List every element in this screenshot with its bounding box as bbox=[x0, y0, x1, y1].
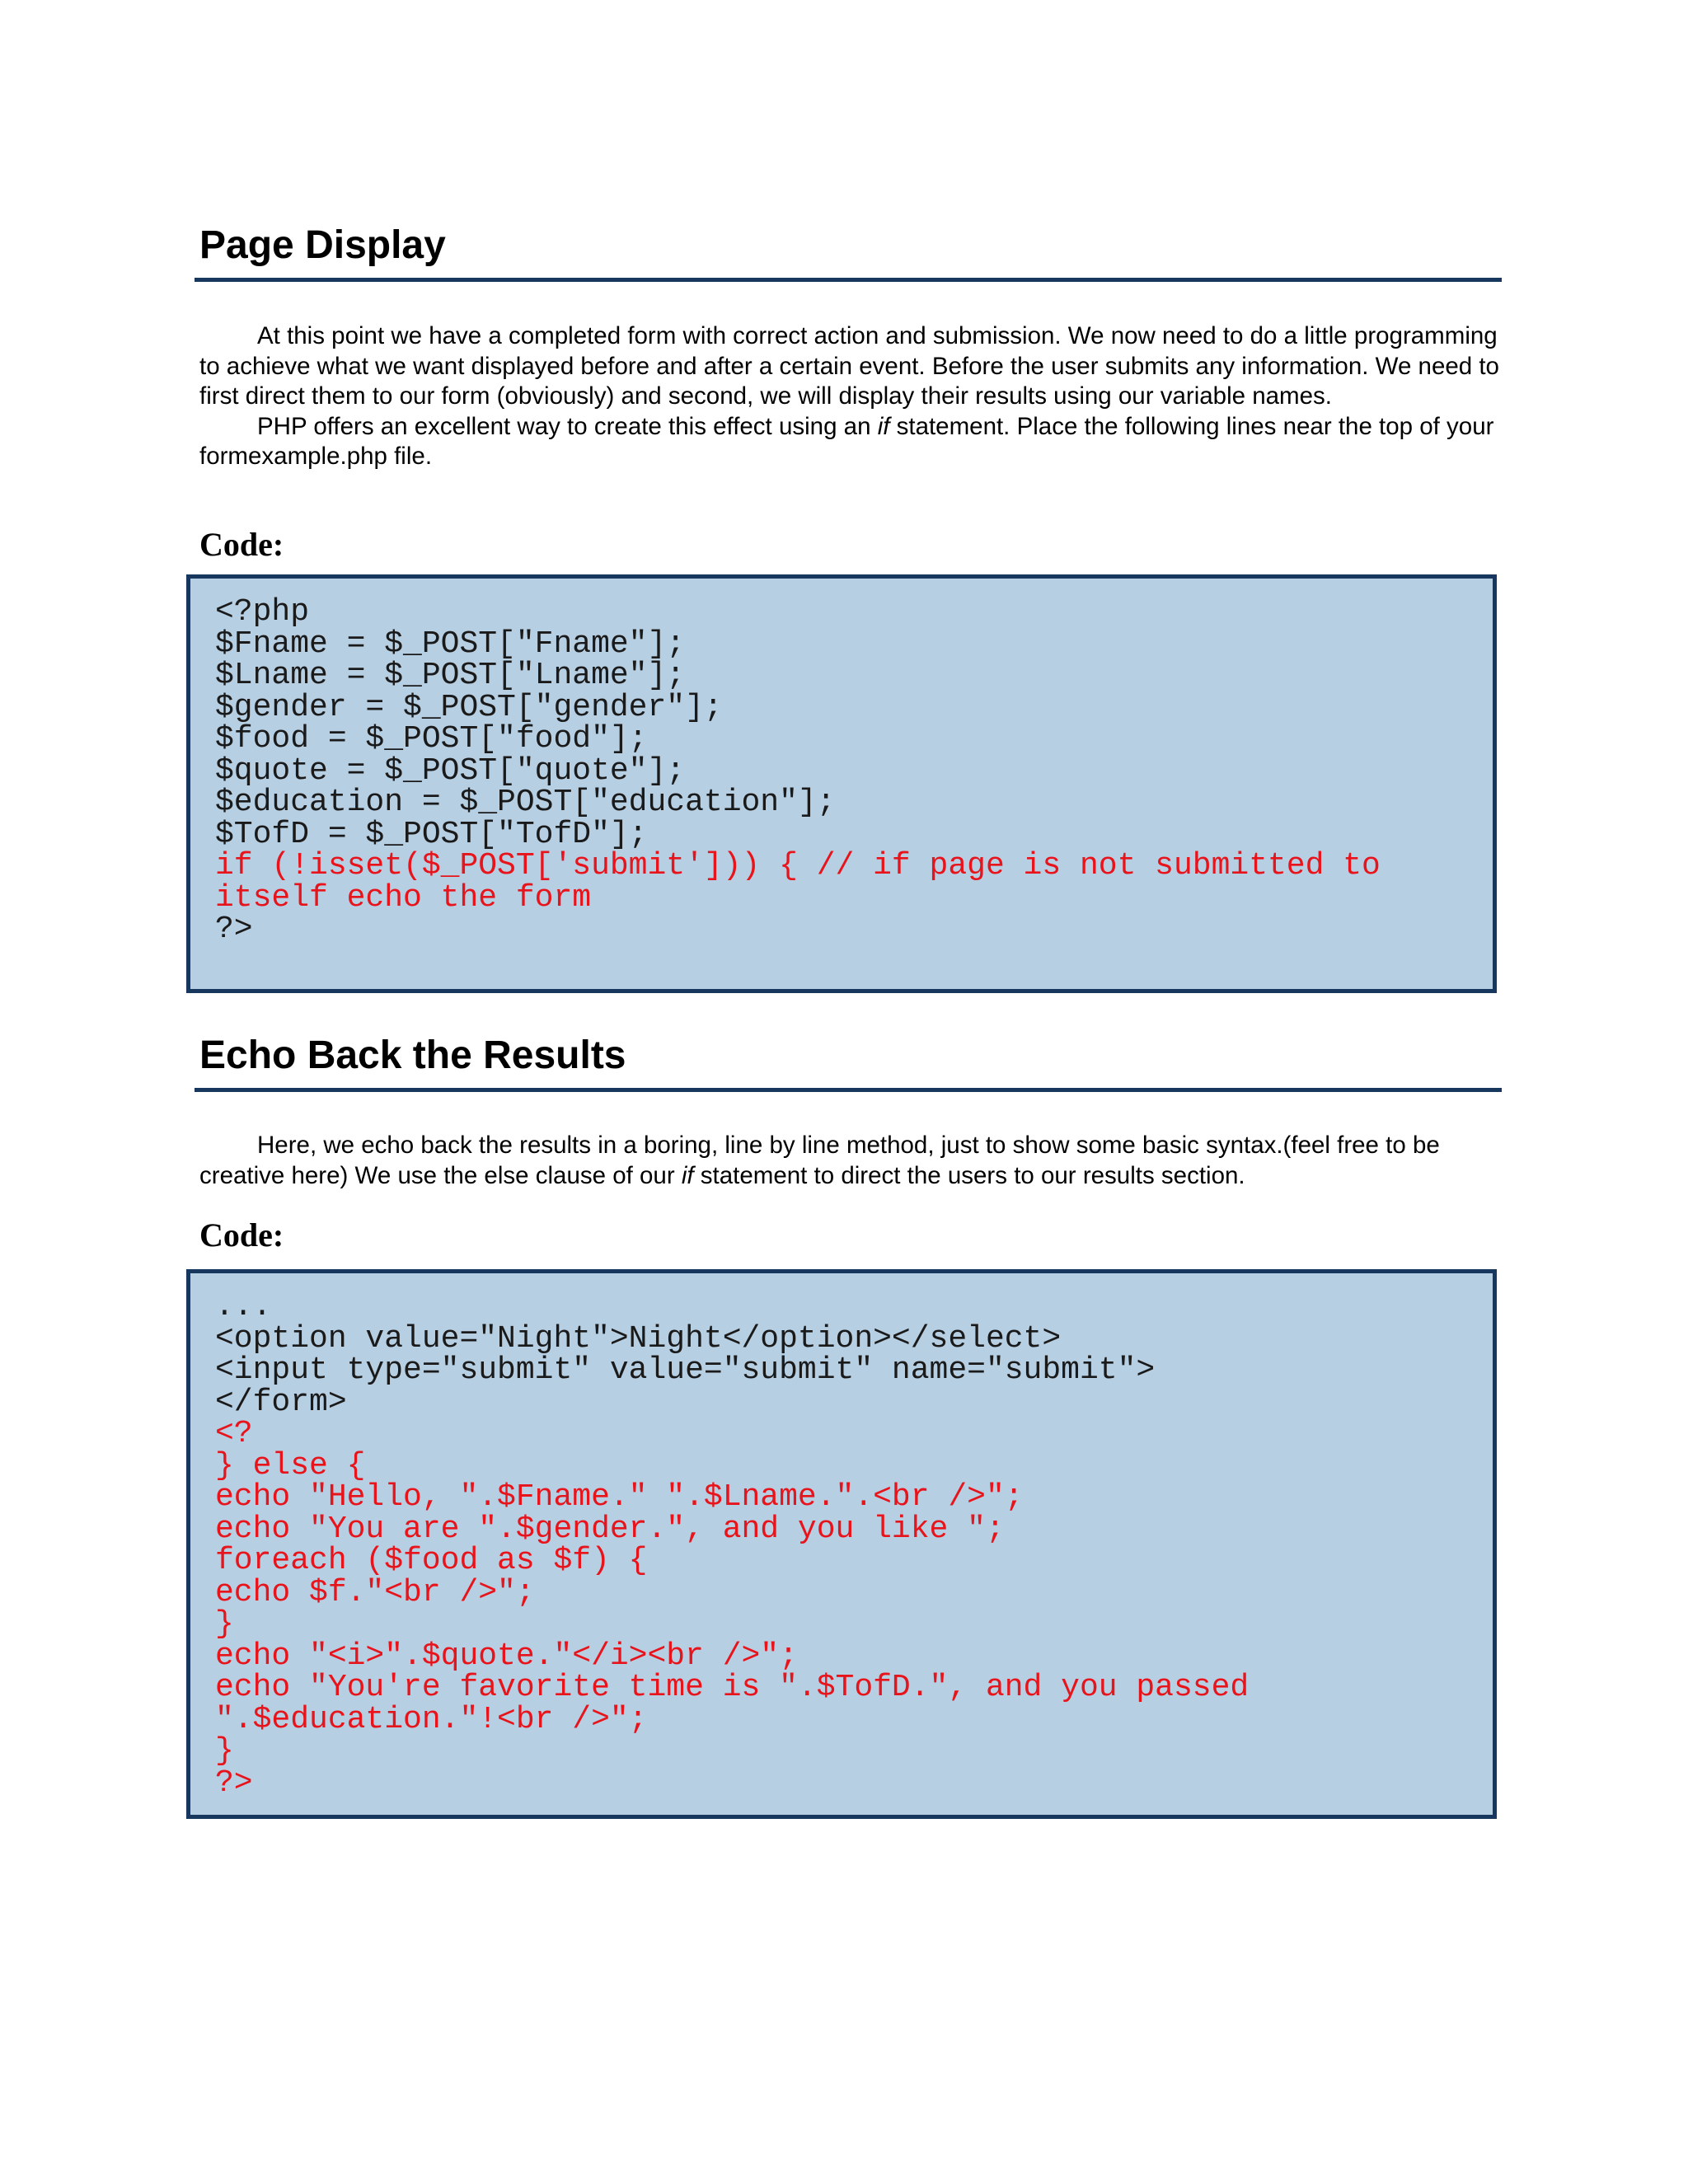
section-heading-page-display: Page Display bbox=[199, 223, 446, 267]
code-line: ... bbox=[215, 1289, 272, 1324]
code-line: } bbox=[215, 1733, 234, 1769]
code-line: echo "You are ".$gender.", and you like "; bbox=[215, 1511, 1005, 1547]
code-line: $TofD = $_POST["TofD"]; bbox=[215, 816, 648, 852]
code-line: if (!isset($_POST['submit'])) { // if page is not submitted to bbox=[215, 848, 1381, 883]
code-line: foreach ($food as $f) { bbox=[215, 1543, 648, 1578]
code-line: $quote = $_POST["quote"]; bbox=[215, 752, 686, 789]
code-label: Code: bbox=[199, 526, 284, 563]
code-line: echo $f."<br />"; bbox=[215, 1574, 535, 1610]
code-line: <?php bbox=[215, 594, 310, 630]
code-line: $education = $_POST["education"]; bbox=[215, 785, 836, 820]
code-line: echo "You're favorite time is ".$TofD.", and you passed bbox=[215, 1670, 1250, 1705]
code-line: $Lname = $_POST["Lname"]; bbox=[215, 658, 686, 693]
code-line: $Fname = $_POST["Fname"]; bbox=[215, 626, 686, 662]
code-line: $gender = $_POST["gender"]; bbox=[215, 689, 723, 725]
code-line: } else { bbox=[215, 1447, 366, 1483]
code-line: <? bbox=[215, 1416, 253, 1451]
code-line: echo "Hello, ".$Fname." ".$Lname.".<br />"; bbox=[215, 1479, 1024, 1515]
paragraph: Here, we echo back the results in a boring, line by line method, just to show some basic syntax.(feel free to be creative here) We use the else clause of our if statement to direct the users to our results section. bbox=[199, 1132, 1440, 1189]
code-line: itself echo the form bbox=[215, 879, 592, 916]
code-line: $food = $_POST["food"]; bbox=[215, 721, 648, 757]
emphasis-if: if bbox=[681, 1161, 694, 1189]
code-line: ?> bbox=[215, 1765, 253, 1801]
code-line: <input type="submit" value="submit" name="submit"> bbox=[215, 1352, 1156, 1388]
paragraph: PHP offers an excellent way to create this effect using an if statement. Place the following lines near the top of your formexample.php file. bbox=[199, 412, 1494, 470]
code-line: </form> bbox=[215, 1384, 347, 1420]
code-line: echo "<i>".$quote."</i><br />"; bbox=[215, 1638, 798, 1674]
section-body-page-display bbox=[199, 321, 1502, 472]
paragraph: At this point we have a completed form with correct action and submission. We now need to do a little programming to achieve what we want displayed before and after a certain event. Before the user submits any information. We need to first direct them to our form (obviously) and second, we will display their results using our variable names. bbox=[199, 322, 1499, 410]
code-label: Code: bbox=[199, 1216, 284, 1254]
code-block bbox=[186, 1269, 1497, 1819]
section-heading-echo-back-the-results: Echo Back the Results bbox=[199, 1033, 626, 1077]
section-body-echo-back bbox=[199, 1131, 1502, 1191]
heading-divider bbox=[195, 1088, 1502, 1092]
heading-divider bbox=[195, 278, 1502, 282]
code-line: ".$education."!<br />"; bbox=[215, 1701, 648, 1737]
code-line: <option value="Night">Night</option></select> bbox=[215, 1320, 1062, 1357]
emphasis-if: if bbox=[877, 412, 890, 440]
code-line: ?> bbox=[215, 912, 253, 947]
code-line: } bbox=[215, 1606, 234, 1642]
code-block bbox=[186, 574, 1497, 993]
